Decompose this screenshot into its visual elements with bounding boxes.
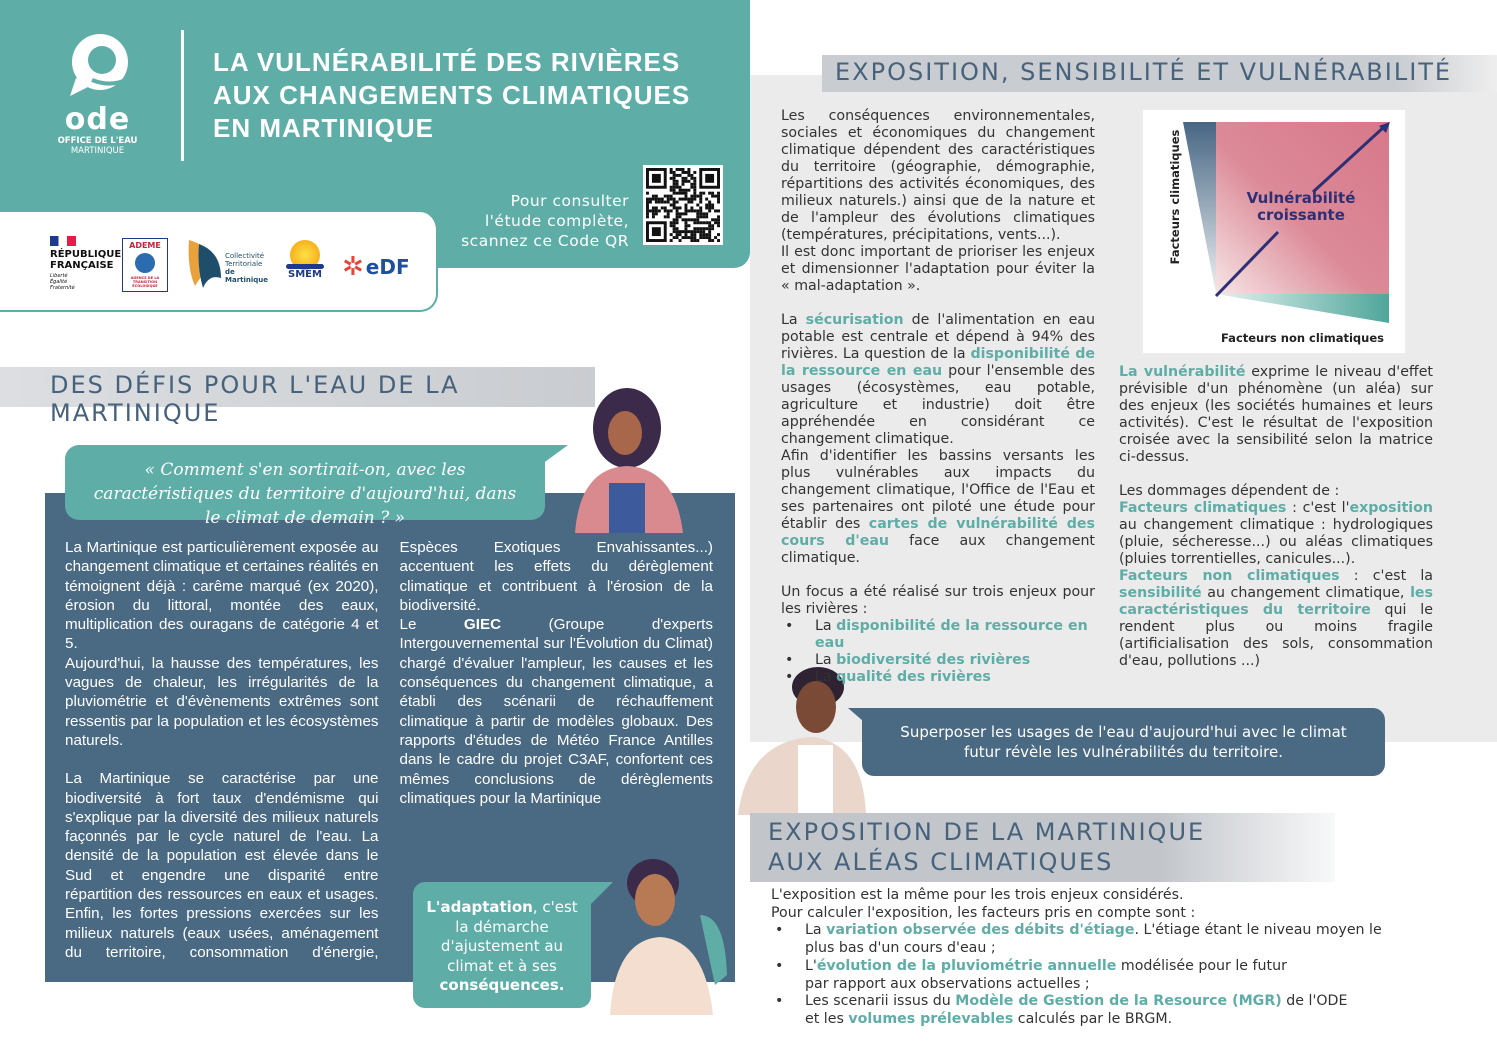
section-heading-exposition-martinique: EXPOSITION DE LA MARTINIQUE AUX ALÉAS CLIMATIQUES (750, 813, 1335, 882)
edf-logo: ✲ eDF (342, 252, 410, 282)
text-segment: exprime le niveau d'effet prévisible d'un phénomène (un aléa) sur des enjeux (les sociétés humaines et leurs activités). C'est le résultat de l'exposition croisée avec la sensibilité selon la matrice ci-dessus. (1119, 364, 1433, 465)
list-item (771, 922, 1391, 957)
paragraph (781, 244, 1095, 295)
text-segment: Les dommages dépendent de : (1119, 483, 1340, 499)
text-segment: modélisée pour le futur (1116, 957, 1287, 974)
text-segment: Les conséquences environnementales, sociales et économiques du changement climatique dépendent des caractéristiques du territoire (géographie, démographie, répartitions des activités économiques, des milieux naturels.) ainsi que de la nature et de l'ampleur des évolutions climatiques (températures, précipitations, vents...). (781, 108, 1095, 243)
ctm-logo: Collectivité Territoriale de Martinique (185, 238, 275, 294)
paragraph (1119, 483, 1433, 500)
text-segment: , c'est la démarche d'ajustement au climat et à ses (440, 898, 578, 975)
adaptation-bubble (413, 882, 591, 1008)
text-segment: de l'ODE (1281, 993, 1348, 1010)
climate-factor-wedge (1183, 122, 1216, 294)
text-segment: Afin d'identifier les bassins versants les plus vulnérables aux impacts du changement climatique, l'Office de l'Eau et ses partenaires ont piloté une étude pour établir des (781, 448, 1095, 532)
paragraph (781, 448, 1095, 567)
text-segment: Les scenarii issus du (805, 993, 956, 1010)
defis-text (65, 538, 713, 978)
text-segment: . L'étiage étant le niveau moyen le plus bas d'un cours d'eau ; (805, 922, 1382, 957)
paragraph (781, 312, 1095, 448)
exposure-factors-list (771, 922, 1391, 1028)
text-segment: : c'est l' (1286, 500, 1350, 516)
highlight-text: Modèle de Gestion de la Resource (MGR) (955, 993, 1282, 1010)
highlight-text: les caractéristiques du territoire (1119, 585, 1433, 618)
text-segment: La (805, 922, 827, 939)
qr-code[interactable] (643, 165, 723, 245)
text-segment: Le (399, 616, 464, 634)
text-segment: L'adaptation (426, 898, 533, 916)
quote-bubble: « Comment s'en sortirait-on, avec les caractéristiques du territoire d'aujourd'hui, dans le climat de demain ? » (65, 445, 545, 520)
paragraph (400, 615, 714, 808)
paragraph (1119, 364, 1433, 466)
text-segment: La (815, 652, 837, 668)
text-segment: pour l'ensemble des usages (écosystèmes, eau potable, agriculture et industrie) doit être appréhendée en considérant ce changement climatique. (781, 363, 1095, 447)
partner-logos (0, 212, 438, 312)
highlight-text: Facteurs climatiques (1119, 500, 1287, 516)
header-divider (181, 30, 184, 161)
non-climate-factor-wedge (1216, 294, 1389, 323)
text-segment: par rapport aux observations actuelles ; (805, 975, 1090, 992)
highlight-text: qualité des rivières (836, 669, 991, 685)
exposition-text-col1 (781, 108, 1095, 686)
vulnerability-speech-bubble: Superposer les usages de l'eau d'aujourd'hui avec le climat futur révèle les vulnérabilités du territoire. (862, 708, 1385, 776)
speech-drop-icon (62, 28, 134, 100)
list-item (781, 652, 1095, 669)
paragraph (1119, 568, 1433, 670)
text-segment: qui le rendent plus ou moins fragile (artificialisation des sols, consommation d'eau, pollutions ...) (1119, 602, 1433, 669)
text-segment: au changement climatique : hydrologiques (pluie, sécheresse...) ou aléas climatiques (pluies torrentielles, canicules...). (1119, 517, 1433, 567)
highlight-text: variation observée des débits d'étiage (826, 922, 1135, 939)
text-segment: calculés par le BRGM. (1013, 1010, 1173, 1027)
highlight-text: sécurisation (805, 312, 904, 328)
section-heading-exposition-sensibilite: EXPOSITION, SENSIBILITÉ ET VULNÉRABILITÉ (822, 55, 1497, 92)
text-segment: GIEC (463, 616, 502, 634)
highlight-text: biodiversité des rivières (836, 652, 1031, 668)
text-segment: et les (805, 1010, 849, 1027)
text-segment: Il est donc important de prioriser les enjeux et dimensionner l'adaptation pour éviter la « mal-adaptation ». (781, 244, 1095, 294)
smem-logo: SMEM (286, 240, 324, 280)
text-segment: Aujourd'hui, la hausse des températures, les vagues de chaleur, les irrégularités de la pluviométrie et d'évènements extrêmes sont ressentis par la population et les écosystèmes naturels. (65, 654, 379, 749)
text-segment: Un focus a été réalisé sur trois enjeux pour les rivières : (781, 584, 1095, 617)
text-segment: La Martinique est particulièrement exposée au changement climatique et certaines réalités en témoignent déjà : carême marqué (ex 2020), érosion du littoral, montée des eaux, multiplication des ouragans de catégorie 4 et 5. (65, 539, 379, 653)
highlight-text: volumes prélevables (848, 1010, 1014, 1027)
matrix-y-label: Facteurs climatiques (1168, 129, 1182, 265)
page-title: LA VULNÉRABILITÉ DES RIVIÈRES AUX CHANGEMENTS CLIMATIQUES EN MARTINIQUE (213, 47, 691, 143)
woman-illustration (565, 388, 690, 533)
text-segment: La (781, 312, 806, 328)
paragraph (781, 584, 1095, 618)
vulnerability-matrix (1143, 110, 1405, 353)
paragraph (781, 108, 1095, 244)
text-segment: La (815, 618, 837, 634)
matrix-x-label: Facteurs non climatiques (1221, 331, 1384, 345)
list-item (771, 958, 1391, 993)
text-segment: conséquences. (439, 976, 565, 994)
text-segment: : c'est la (1339, 568, 1433, 584)
highlight-text: sensibilité (1119, 585, 1202, 601)
ademe-logo: ADEME AGENCE DE LA TRANSITION ÉCOLOGIQUE (122, 238, 168, 292)
exposition-text-col2 (1119, 364, 1433, 670)
highlight-text: La vulnérabilité (1119, 364, 1246, 380)
text-segment: face aux changement climatique. (781, 533, 1095, 566)
text-segment: La Martinique se caractérise par une biodiversité à fort taux d'endémisme qui s'explique par la diversité des milieux naturels façonnés par le cycle naturel de l'eau. La densité de la population est élevée dans le Sud et engendre une disparité entre répartition des ressources en eaux et usages. Enfin, les fortes pressions exercées sur les milieux naturels (eaux usées, aménagement du territoire, consommation d'énergie, Espèces Exotiques Envahissantes...) accentuent les effets du dérèglement climatique et contribuent à l'érosion de la biodiversité. (65, 539, 713, 961)
highlight-text: disponibilité de la ressource en eau (815, 618, 1088, 651)
matrix-center-label: Vulnérabilité croissante (1246, 189, 1356, 224)
text-segment: au changement climatique, (1201, 585, 1411, 601)
paragraph (1119, 500, 1433, 568)
ode-logo: ode OFFICE DE L'EAU MARTINIQUE (50, 28, 145, 156)
republique-francaise-logo: RÉPUBLIQUE FRANÇAISE Liberté Égalité Fraternité (50, 236, 121, 291)
man-illustration (738, 665, 868, 815)
qr-instructions: Pour consulter l'étude complète, scannez ce Code QR (461, 192, 629, 250)
focus-list (781, 618, 1095, 686)
text-segment: de l'alimentation en eau potable est centrale et dépend à 94% des rivières. La question de la (781, 312, 1095, 362)
exposition-martinique-text: L'exposition est la même pour les trois enjeux considérés. Pour calculer l'exposition, les facteurs pris en compte sont : • La variation observée des débits d'étiage. L'étiage étant le niveau moyen le plus bas d'un cours d'eau ; • L'évolution de la pluviométrie annuelle modélisée pour le futur par rapport aux observations actuelles ; • Les scenarii issus du Modèle de Gestion de la Resource (MGR) de l'ODE et les volumes prélevables calculés par le BRGM. (771, 887, 1411, 1029)
list-item (781, 669, 1095, 686)
highlight-text: évolution de la pluviométrie annuelle (816, 957, 1117, 974)
section-heading-defis: DES DÉFIS POUR L'EAU DE LA MARTINIQUE (0, 367, 595, 407)
paragraph (65, 538, 379, 654)
list-item (771, 993, 1391, 1028)
list-item (781, 618, 1095, 652)
highlight-text: disponibilité de la ressource en eau (781, 346, 1095, 379)
text-segment: L' (805, 957, 817, 974)
highlight-text: exposition (1349, 500, 1433, 516)
paragraph (65, 654, 379, 750)
text-segment: La (815, 669, 837, 685)
highlight-text: cartes de vulnérabilité des cours d'eau (781, 516, 1095, 549)
text-segment: (Groupe d'experts Intergouvernemental sur l'Évolution du Climat) chargé d'évaluer l'ampleur, les causes et les conséquences du changement climatique, a établi des scénarii de réchauffement climatique à partir de modèles globaux. Des rapports d'études de Météo France Antilles dans le cadre du projet C3AF, confortent ces mêmes conclusions de dérèglements climatiques pour la Martinique (399, 616, 713, 807)
highlight-text: Facteurs non climatiques (1119, 568, 1340, 584)
